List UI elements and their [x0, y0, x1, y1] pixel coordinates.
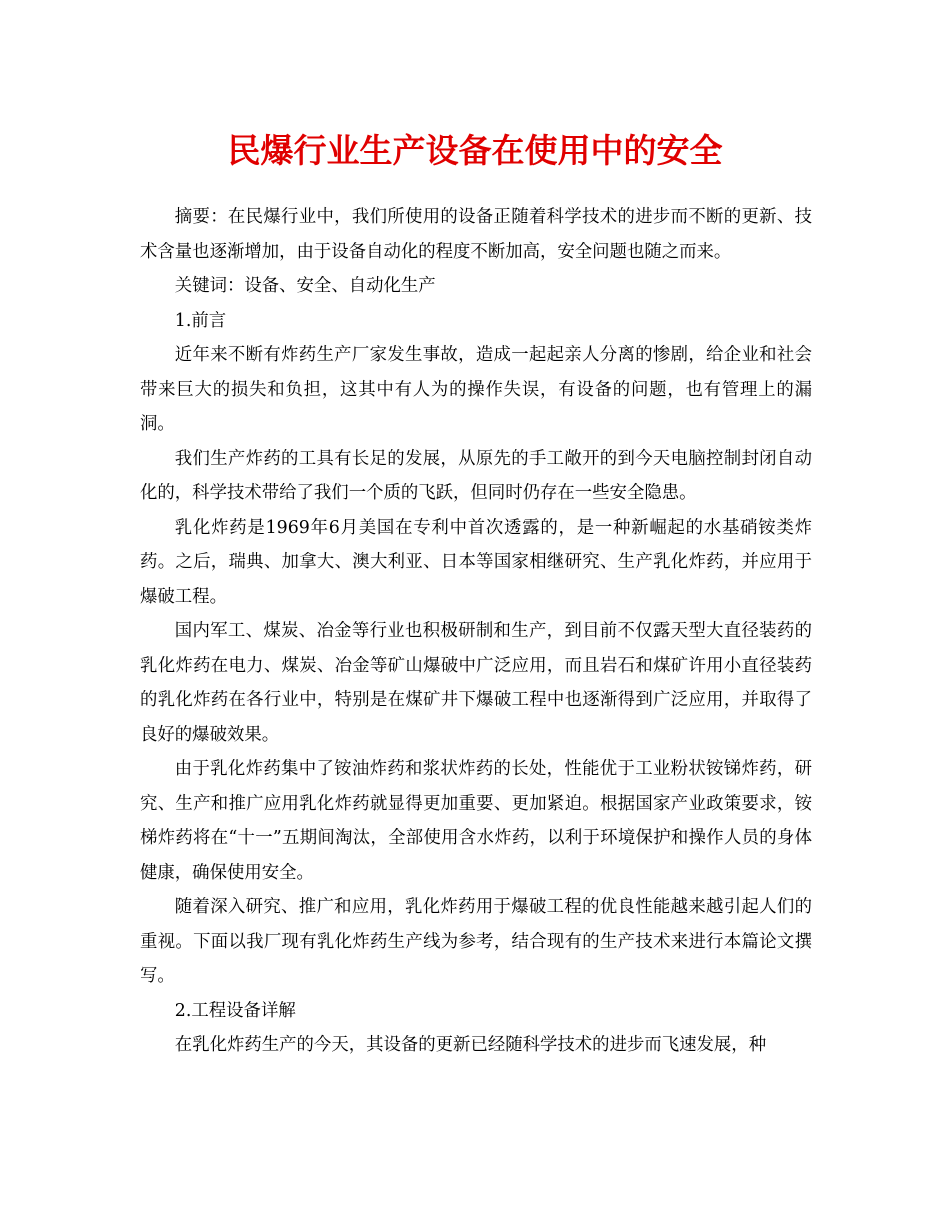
body-paragraph: 在乳化炸药生产的今天，其设备的更新已经随科学技术的进步而飞速发展，种 [174, 1035, 767, 1055]
section-heading-preface: 1.前言 [174, 310, 227, 331]
document-body [140, 200, 812, 1063]
body-paragraph: 近年来不断有炸药生产厂家发生事故，造成一起起亲人分离的惨剧，给企业和社会带来巨大的损失和负担，这其中有人为的操作失误，有设备的问题，也有管理上的漏洞。 [140, 345, 812, 434]
keywords-paragraph: 关键词：设备、安全、自动化生产 [174, 276, 436, 296]
body-paragraph: 我们生产炸药的工具有长足的发展，从原先的手工敞开的到今天电脑控制封闭自动化的，科学技术带给了我们一个质的飞跃，但同时仍存在一些安全隐患。 [140, 448, 812, 503]
body-paragraph: 随着深入研究、推广和应用，乳化炸药用于爆破工程的优良性能越来越引起人们的重视。下面以我厂现有乳化炸药生产线为参考，结合现有的生产技术来进行本篇论文撰写。 [140, 897, 812, 986]
body-paragraph: 国内军工、煤炭、冶金等行业也积极研制和生产，到目前不仅露天型大直径装药的乳化炸药在电力、煤炭、冶金等矿山爆破中广泛应用，而且岩石和煤矿许用小直径装药的乳化炸药在各行业中，特别是在煤矿井下爆破工程中也逐渐得到广泛应用，并取得了良好的爆破效果。 [140, 621, 812, 745]
abstract-paragraph: 摘要：在民爆行业中，我们所使用的设备正随着科学技术的进步而不断的更新、技术含量也逐渐增加，由于设备自动化的程度不断加高，安全问题也随之而来。 [140, 207, 812, 262]
body-paragraph: 乳化炸药是1969年6月美国在专利中首次透露的，是一种新崛起的水基硝铵类炸药。之后，瑞典、加拿大、澳大利亚、日本等国家相继研究、生产乳化炸药，并应用于爆破工程。 [140, 517, 812, 607]
body-paragraph: 由于乳化炸药集中了铵油炸药和浆状炸药的长处，性能优于工业粉状铵锑炸药，研究、生产和推广应用乳化炸药就显得更加重要、更加紧迫。根据国家产业政策要求，铵梯炸药将在“十一”五期间淘汰，全部使用含水炸药，以利于环境保护和操作人员的身体健康，确保使用安全。 [140, 759, 812, 883]
section-heading-equipment: 2.工程设备详解 [174, 1000, 296, 1021]
document-title: 民爆行业生产设备在使用中的安全 [227, 131, 723, 170]
